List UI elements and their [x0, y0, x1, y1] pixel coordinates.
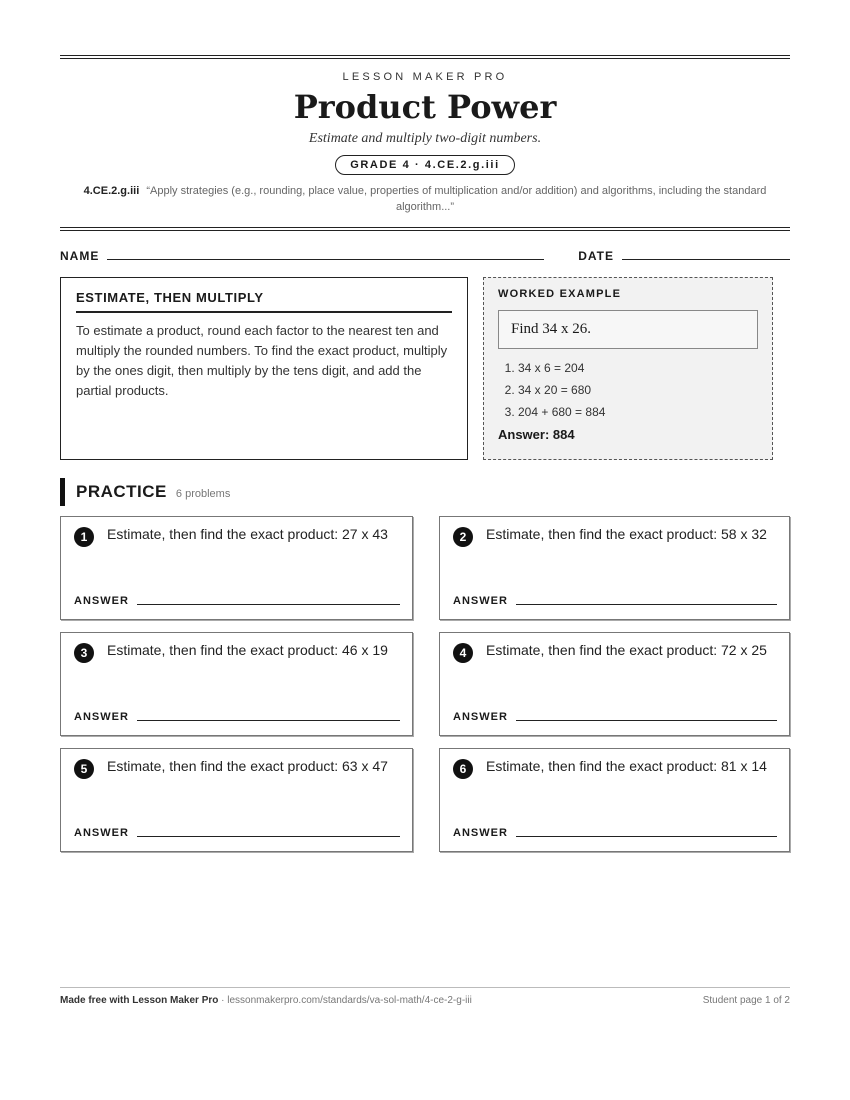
standard-code: 4.CE.2.g.iii	[83, 185, 140, 197]
worked-example-box	[483, 277, 773, 460]
worked-example-steps	[498, 357, 758, 423]
practice-count: 6 problems	[175, 487, 231, 500]
answer-field[interactable]	[516, 604, 777, 605]
problem-text: Estimate, then find the exact product: 72 x 25	[486, 642, 767, 658]
date-field[interactable]	[622, 258, 790, 260]
page-footer	[60, 987, 790, 1006]
problem-text: Estimate, then find the exact product: 63 x 47	[107, 758, 388, 774]
answer-label: ANSWER	[453, 711, 508, 723]
problem-card-1	[60, 516, 413, 620]
problem-card-3	[60, 632, 413, 736]
name-date-row	[60, 249, 790, 263]
concept-body: To estimate a product, round each factor to the nearest ten and multiply the rounded numbers. To find the exact product, multiply by the ones digit, then multiply by the tens digit, and add the partial products.	[76, 323, 448, 398]
concept-box	[60, 277, 468, 460]
worked-example-answer: Answer: 884	[498, 427, 575, 442]
problem-text: Estimate, then find the exact product: 81 x 14	[486, 758, 767, 774]
problem-card-6	[439, 748, 790, 852]
worked-example-label: WORKED EXAMPLE	[498, 288, 622, 300]
practice-title: PRACTICE	[76, 482, 167, 501]
problem-number-badge: 3	[74, 643, 94, 663]
worked-example-step: 2. 34 x 20 = 680	[518, 379, 758, 401]
brand-name: LESSON MAKER PRO	[342, 71, 508, 83]
page-title: Product Power	[293, 88, 557, 126]
footer-credit	[60, 995, 472, 1006]
answer-label: ANSWER	[74, 595, 129, 607]
footer-made-with: Made free with Lesson Maker Pro	[60, 995, 219, 1006]
date-label: DATE	[578, 249, 614, 263]
answer-label: ANSWER	[74, 827, 129, 839]
footer-page-number: Student page 1 of 2	[702, 995, 790, 1006]
worked-example-step: 1. 34 x 6 = 204	[518, 357, 758, 379]
problem-number-badge: 5	[74, 759, 94, 779]
practice-heading	[60, 478, 790, 506]
problem-number-badge: 4	[453, 643, 473, 663]
problem-number-badge: 1	[74, 527, 94, 547]
top-rule	[60, 55, 790, 59]
problem-number-badge: 6	[453, 759, 473, 779]
standard-description	[60, 183, 790, 215]
footer-url[interactable]: · lessonmakerpro.com/standards/va-sol-math/4-ce-2-g-iii	[218, 995, 472, 1006]
answer-field[interactable]	[137, 836, 400, 837]
problem-number-badge: 2	[453, 527, 473, 547]
grade-badge: GRADE 4 · 4.CE.2.g.iii	[335, 155, 515, 175]
answer-label: ANSWER	[453, 827, 508, 839]
name-field[interactable]	[107, 258, 544, 260]
name-label: NAME	[60, 249, 100, 263]
header-bottom-rule	[60, 227, 790, 231]
problem-text: Estimate, then find the exact product: 58 x 32	[486, 526, 767, 542]
problem-card-4	[439, 632, 790, 736]
answer-field[interactable]	[137, 720, 400, 721]
practice-grid	[60, 516, 790, 852]
problem-card-5	[60, 748, 413, 852]
problem-text: Estimate, then find the exact product: 46 x 19	[107, 642, 388, 658]
problem-card-2	[439, 516, 790, 620]
problem-text: Estimate, then find the exact product: 27 x 43	[107, 526, 388, 542]
answer-field[interactable]	[516, 836, 777, 837]
standard-text: “Apply strategies (e.g., rounding, place value, properties of multiplication and/or addition) and algorithms, including the standard algorithm...”	[146, 185, 767, 213]
worksheet-page	[60, 55, 790, 852]
answer-field[interactable]	[137, 604, 400, 605]
answer-field[interactable]	[516, 720, 777, 721]
worked-example-step: 3. 204 + 680 = 884	[518, 401, 758, 423]
answer-label: ANSWER	[453, 595, 508, 607]
page-subtitle: Estimate and multiply two-digit numbers.	[308, 131, 542, 146]
worked-example-problem: Find 34 x 26.	[498, 310, 758, 349]
answer-label: ANSWER	[74, 711, 129, 723]
concept-heading: ESTIMATE, THEN MULTIPLY	[76, 290, 452, 313]
